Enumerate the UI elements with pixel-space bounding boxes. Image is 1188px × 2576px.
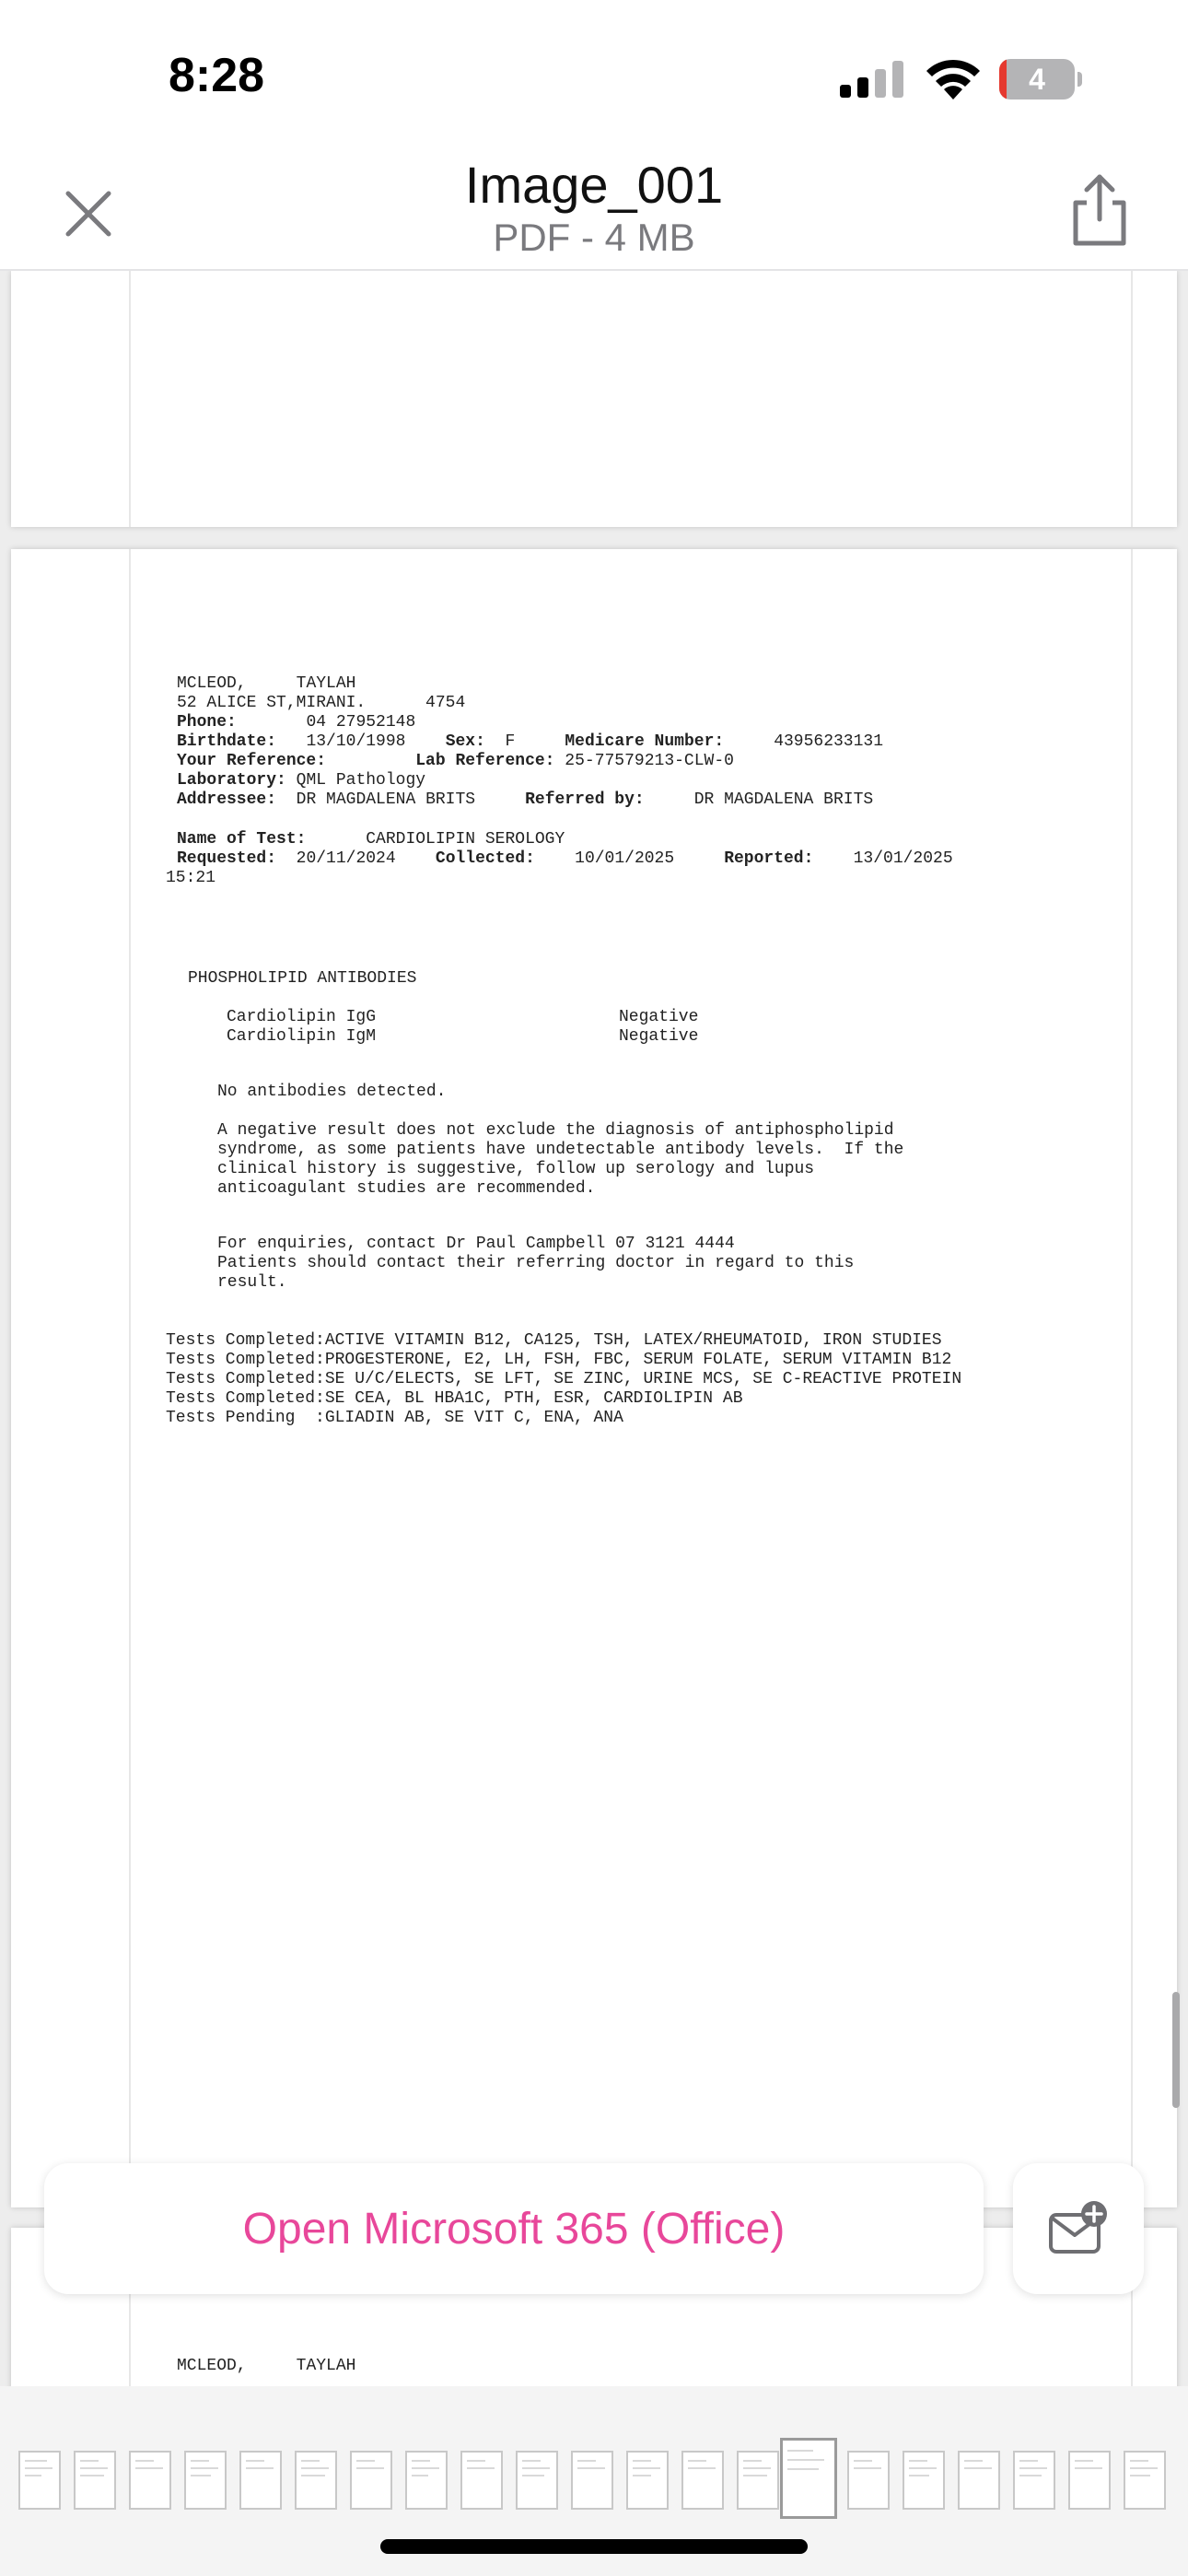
result-comment: No antibodies detected. bbox=[217, 1083, 447, 1101]
tests-status-line: Tests Pending :GLIADIN AB, SE VIT C, ENA, ANA bbox=[166, 1409, 623, 1427]
page-thumbnail[interactable] bbox=[350, 2451, 392, 2510]
page-thumbnail[interactable] bbox=[1068, 2451, 1111, 2510]
page-thumbnail[interactable] bbox=[737, 2451, 779, 2510]
test-name-line: Name of Test: CARDIOLIPIN SEROLOGY bbox=[177, 830, 565, 849]
battery-icon bbox=[999, 59, 1082, 100]
page-thumbnail[interactable] bbox=[18, 2451, 61, 2510]
enquiry-line: Patients should contact their referring doctor in regard to this bbox=[217, 1254, 855, 1272]
patient-name-line: MCLEOD, TAYLAH bbox=[177, 674, 356, 693]
patient-address-line: 52 ALICE ST,MIRANI. 4754 bbox=[177, 694, 466, 712]
status-time: 8:28 bbox=[169, 49, 265, 102]
patient-birthdate-line: Birthdate: 13/10/1998 Sex: F Medicare Number: 43956233131 bbox=[177, 732, 884, 751]
page-thumbnail[interactable] bbox=[239, 2451, 282, 2510]
page-thumbnail[interactable] bbox=[405, 2451, 448, 2510]
wifi-icon bbox=[925, 57, 982, 100]
home-indicator[interactable] bbox=[380, 2539, 808, 2554]
page-thumbnail[interactable] bbox=[129, 2451, 171, 2510]
scrollbar[interactable] bbox=[1172, 1992, 1180, 2108]
result-value: Negative bbox=[619, 1027, 699, 1046]
enquiry-line: result. bbox=[217, 1273, 287, 1292]
interpretation-line: anticoagulant studies are recommended. bbox=[217, 1179, 596, 1198]
document-subtitle: PDF - 4 MB bbox=[493, 216, 695, 259]
status-bar bbox=[0, 0, 1188, 147]
page-thumbnail[interactable] bbox=[847, 2451, 890, 2510]
page-thumbnail[interactable] bbox=[1013, 2451, 1055, 2510]
page-thumbnail[interactable] bbox=[903, 2451, 945, 2510]
page-thumbnail[interactable] bbox=[184, 2451, 227, 2510]
mail-add-icon bbox=[1048, 2200, 1109, 2257]
document-title: Image_001 bbox=[464, 156, 724, 214]
result-test-name: Cardiolipin IgG bbox=[227, 1008, 377, 1026]
document-header bbox=[0, 147, 1188, 271]
page-thumbnail[interactable] bbox=[516, 2451, 558, 2510]
next-page-patient-line: MCLEOD, TAYLAH bbox=[177, 2357, 356, 2375]
share-icon[interactable] bbox=[1066, 171, 1133, 249]
laboratory-line: Laboratory: QML Pathology bbox=[177, 771, 426, 790]
interpretation-line: clinical history is suggestive, follow up serology and lupus bbox=[217, 1160, 815, 1178]
page-thumbnail[interactable] bbox=[1124, 2451, 1166, 2510]
tests-status-line: Tests Completed:ACTIVE VITAMIN B12, CA125, TSH, LATEX/RHEUMATOID, IRON STUDIES bbox=[166, 1331, 942, 1350]
reference-line: Your Reference: Lab Reference: 25-77579213-CLW-0 bbox=[177, 752, 734, 770]
interpretation-line: A negative result does not exclude the diagnosis of antiphospholipid bbox=[217, 1121, 894, 1140]
reported-time: 15:21 bbox=[166, 869, 216, 887]
addressee-line: Addressee: DR MAGDALENA BRITS Referred by: DR MAGDALENA BRITS bbox=[177, 790, 874, 809]
enquiry-line: For enquiries, contact Dr Paul Campbell 07 3121 4444 bbox=[217, 1235, 735, 1253]
cellular-signal-icon bbox=[840, 61, 904, 98]
page-thumbnail-current[interactable] bbox=[780, 2438, 837, 2519]
mail-add-button[interactable] bbox=[1013, 2163, 1144, 2294]
pdf-page-current bbox=[11, 549, 1177, 2207]
page-thumbnail[interactable] bbox=[958, 2451, 1000, 2510]
open-office-button[interactable] bbox=[44, 2163, 984, 2294]
patient-phone-line: Phone: 04 27952148 bbox=[177, 713, 416, 732]
tests-status-line: Tests Completed:PROGESTERONE, E2, LH, FSH, FBC, SERUM FOLATE, SERUM VITAMIN B12 bbox=[166, 1351, 952, 1369]
result-value: Negative bbox=[619, 1008, 699, 1026]
pdf-page bbox=[11, 271, 1177, 527]
page-thumbnail[interactable] bbox=[74, 2451, 116, 2510]
open-office-label: Open Microsoft 365 (Office) bbox=[242, 2204, 786, 2254]
result-test-name: Cardiolipin IgM bbox=[227, 1027, 377, 1046]
pdf-viewer[interactable] bbox=[0, 271, 1188, 2386]
tests-status-line: Tests Completed:SE U/C/ELECTS, SE LFT, SE ZINC, URINE MCS, SE C-REACTIVE PROTEIN bbox=[166, 1370, 962, 1388]
battery-level: 4 bbox=[1029, 63, 1045, 96]
page-thumbnail[interactable] bbox=[626, 2451, 669, 2510]
dates-line: Requested: 20/11/2024 Collected: 10/01/2025 Reported: 13/01/2025 bbox=[177, 849, 953, 868]
interpretation-line: syndrome, as some patients have undetectable antibody levels. If the bbox=[217, 1141, 904, 1159]
page-thumbnail[interactable] bbox=[460, 2451, 503, 2510]
tests-status-line: Tests Completed:SE CEA, BL HBA1C, PTH, ESR, CARDIOLIPIN AB bbox=[166, 1389, 743, 1408]
page-thumbnail[interactable] bbox=[295, 2451, 337, 2510]
section-heading: PHOSPHOLIPID ANTIBODIES bbox=[188, 969, 417, 988]
page-thumbnail[interactable] bbox=[681, 2451, 724, 2510]
page-thumbnail[interactable] bbox=[571, 2451, 613, 2510]
